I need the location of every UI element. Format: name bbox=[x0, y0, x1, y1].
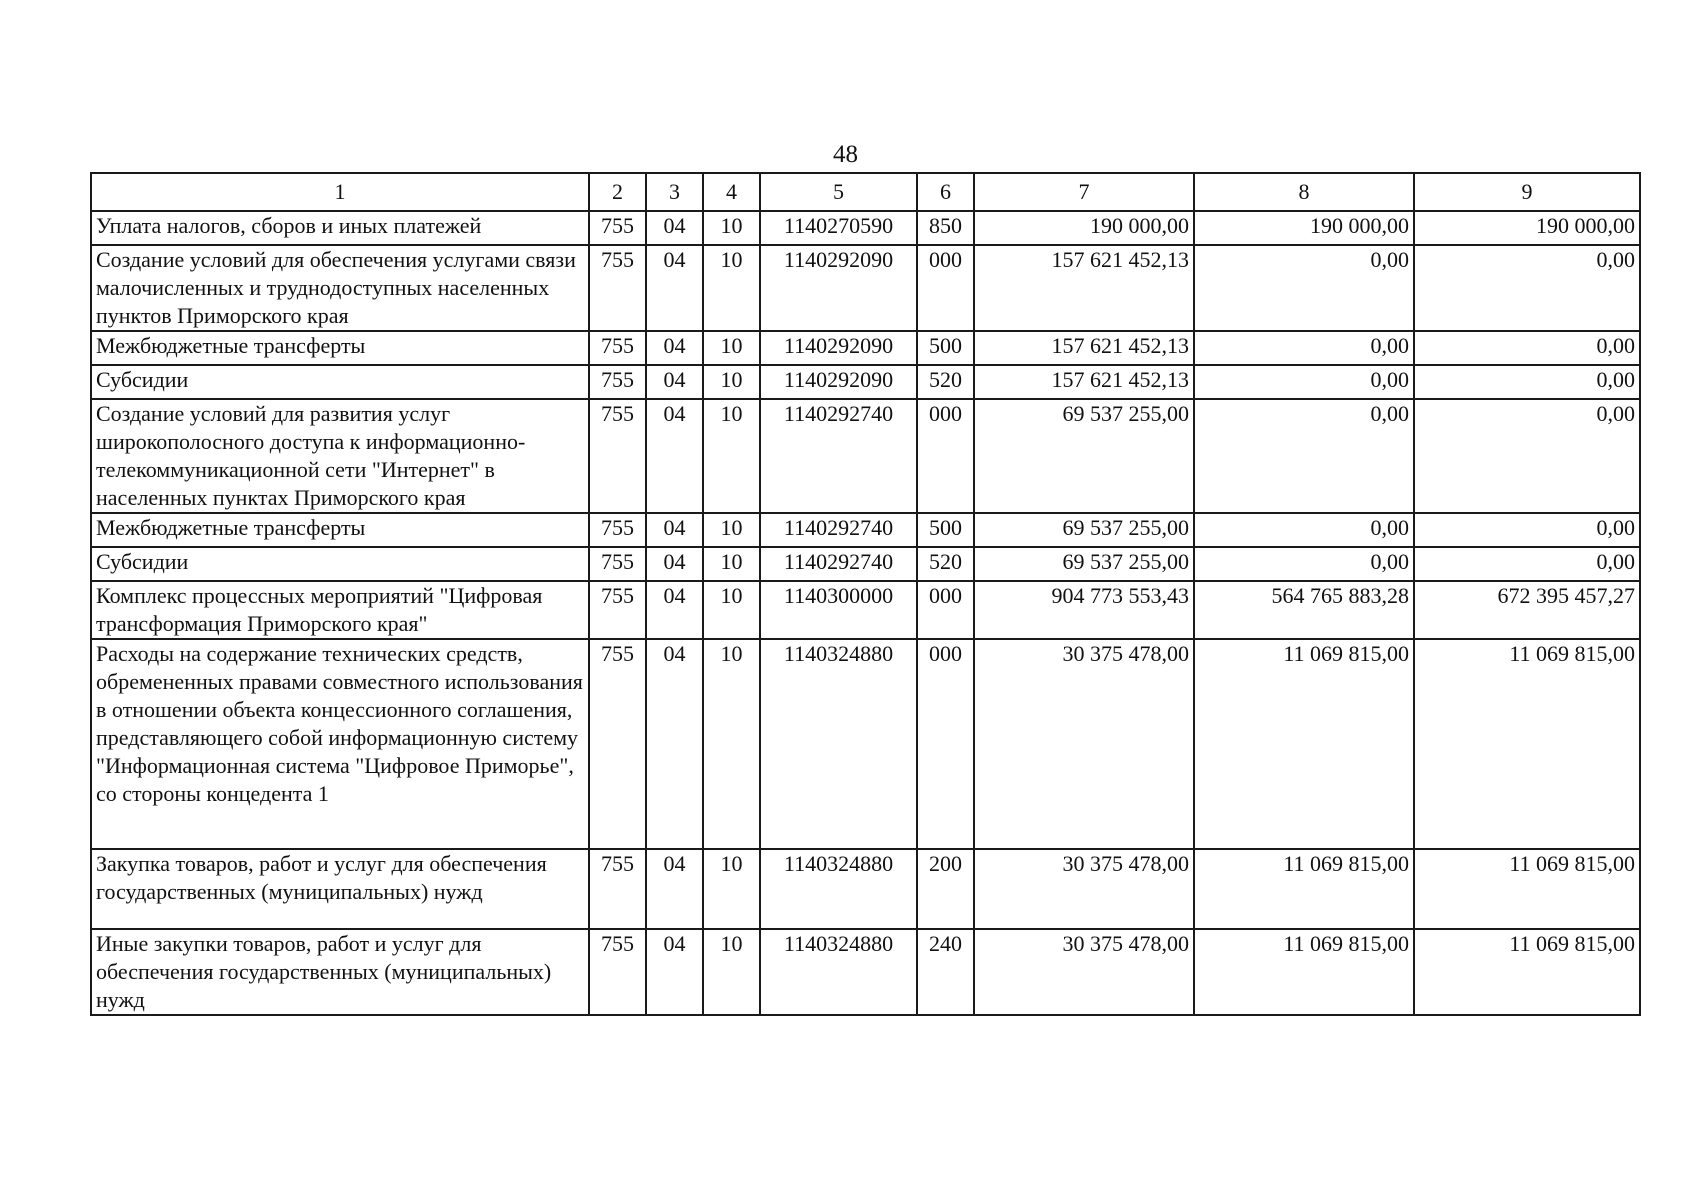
amount-col8-cell: 0,00 bbox=[1194, 513, 1414, 547]
section-code-cell: 04 bbox=[646, 399, 703, 513]
expense-type-cell: 000 bbox=[917, 581, 974, 639]
table-row bbox=[91, 513, 1640, 547]
table-row bbox=[91, 211, 1640, 245]
ministry-code-cell: 755 bbox=[589, 547, 646, 581]
amount-col7-cell: 69 537 255,00 bbox=[974, 513, 1194, 547]
amount-col9-cell: 0,00 bbox=[1414, 399, 1640, 513]
article-code-cell: 1140324880 bbox=[760, 639, 917, 849]
subsection-code-cell: 10 bbox=[703, 365, 760, 399]
table-row bbox=[91, 849, 1640, 929]
table-row bbox=[91, 331, 1640, 365]
article-code-cell: 1140324880 bbox=[760, 929, 917, 1015]
section-code-cell: 04 bbox=[646, 365, 703, 399]
amount-col9-cell: 0,00 bbox=[1414, 331, 1640, 365]
header-cell: 7 bbox=[974, 173, 1194, 211]
page-number: 48 bbox=[833, 141, 858, 168]
article-code-cell: 1140292740 bbox=[760, 547, 917, 581]
budget-table bbox=[90, 172, 1641, 1016]
expense-type-cell: 200 bbox=[917, 849, 974, 929]
amount-col7-cell: 30 375 478,00 bbox=[974, 639, 1194, 849]
amount-col9-cell: 0,00 bbox=[1414, 245, 1640, 331]
article-code-cell: 1140292740 bbox=[760, 513, 917, 547]
article-code-cell: 1140300000 bbox=[760, 581, 917, 639]
header-cell: 4 bbox=[703, 173, 760, 211]
amount-col8-cell: 564 765 883,28 bbox=[1194, 581, 1414, 639]
header-row bbox=[91, 173, 1640, 211]
amount-col8-cell: 11 069 815,00 bbox=[1194, 639, 1414, 849]
amount-col7-cell: 30 375 478,00 bbox=[974, 929, 1194, 1015]
amount-col7-cell: 69 537 255,00 bbox=[974, 399, 1194, 513]
subsection-code-cell: 10 bbox=[703, 513, 760, 547]
amount-col9-cell: 11 069 815,00 bbox=[1414, 929, 1640, 1015]
table-row bbox=[91, 581, 1640, 639]
amount-col9-cell: 0,00 bbox=[1414, 513, 1640, 547]
ministry-code-cell: 755 bbox=[589, 331, 646, 365]
amount-col7-cell: 157 621 452,13 bbox=[974, 331, 1194, 365]
ministry-code-cell: 755 bbox=[589, 399, 646, 513]
subsection-code-cell: 10 bbox=[703, 399, 760, 513]
section-code-cell: 04 bbox=[646, 513, 703, 547]
table-row bbox=[91, 639, 1640, 849]
amount-col7-cell: 190 000,00 bbox=[974, 211, 1194, 245]
header-cell: 2 bbox=[589, 173, 646, 211]
header-cell: 1 bbox=[91, 173, 589, 211]
expense-type-cell: 500 bbox=[917, 331, 974, 365]
subsection-code-cell: 10 bbox=[703, 639, 760, 849]
ministry-code-cell: 755 bbox=[589, 929, 646, 1015]
expense-type-cell: 000 bbox=[917, 639, 974, 849]
section-code-cell: 04 bbox=[646, 547, 703, 581]
amount-col7-cell: 30 375 478,00 bbox=[974, 849, 1194, 929]
article-code-cell: 1140292090 bbox=[760, 365, 917, 399]
table-row bbox=[91, 365, 1640, 399]
row-name-cell: Межбюджетные трансферты bbox=[91, 331, 589, 365]
expense-type-cell: 000 bbox=[917, 399, 974, 513]
expense-type-cell: 500 bbox=[917, 513, 974, 547]
amount-col9-cell: 11 069 815,00 bbox=[1414, 639, 1640, 849]
ministry-code-cell: 755 bbox=[589, 513, 646, 547]
ministry-code-cell: 755 bbox=[589, 211, 646, 245]
amount-col8-cell: 0,00 bbox=[1194, 331, 1414, 365]
amount-col7-cell: 904 773 553,43 bbox=[974, 581, 1194, 639]
amount-col7-cell: 69 537 255,00 bbox=[974, 547, 1194, 581]
ministry-code-cell: 755 bbox=[589, 245, 646, 331]
subsection-code-cell: 10 bbox=[703, 849, 760, 929]
row-name-cell: Субсидии bbox=[91, 365, 589, 399]
subsection-code-cell: 10 bbox=[703, 245, 760, 331]
section-code-cell: 04 bbox=[646, 211, 703, 245]
table-row bbox=[91, 929, 1640, 1015]
amount-col8-cell: 0,00 bbox=[1194, 245, 1414, 331]
header-cell: 9 bbox=[1414, 173, 1640, 211]
expense-type-cell: 520 bbox=[917, 547, 974, 581]
table-row bbox=[91, 245, 1640, 331]
row-name-cell: Иные закупки товаров, работ и услуг для обеспечения государственных (муниципальных) нужд bbox=[91, 929, 589, 1015]
amount-col8-cell: 11 069 815,00 bbox=[1194, 849, 1414, 929]
amount-col7-cell: 157 621 452,13 bbox=[974, 245, 1194, 331]
article-code-cell: 1140270590 bbox=[760, 211, 917, 245]
article-code-cell: 1140292740 bbox=[760, 399, 917, 513]
row-name-cell: Уплата налогов, сборов и иных платежей bbox=[91, 211, 589, 245]
subsection-code-cell: 10 bbox=[703, 929, 760, 1015]
amount-col9-cell: 190 000,00 bbox=[1414, 211, 1640, 245]
expense-type-cell: 520 bbox=[917, 365, 974, 399]
subsection-code-cell: 10 bbox=[703, 331, 760, 365]
amount-col8-cell: 190 000,00 bbox=[1194, 211, 1414, 245]
amount-col9-cell: 672 395 457,27 bbox=[1414, 581, 1640, 639]
expense-type-cell: 850 bbox=[917, 211, 974, 245]
amount-col8-cell: 0,00 bbox=[1194, 399, 1414, 513]
amount-col7-cell: 157 621 452,13 bbox=[974, 365, 1194, 399]
amount-col8-cell: 11 069 815,00 bbox=[1194, 929, 1414, 1015]
section-code-cell: 04 bbox=[646, 929, 703, 1015]
article-code-cell: 1140292090 bbox=[760, 245, 917, 331]
section-code-cell: 04 bbox=[646, 849, 703, 929]
expense-type-cell: 000 bbox=[917, 245, 974, 331]
subsection-code-cell: 10 bbox=[703, 211, 760, 245]
amount-col9-cell: 0,00 bbox=[1414, 547, 1640, 581]
header-cell: 6 bbox=[917, 173, 974, 211]
section-code-cell: 04 bbox=[646, 245, 703, 331]
row-name-cell: Комплекс процессных мероприятий "Цифровая трансформация Приморского края" bbox=[91, 581, 589, 639]
row-name-cell: Создание условий для развития услуг широкополосного доступа к информационно-телекоммуникационной сети "Интернет" в населенных пунктах Приморского края bbox=[91, 399, 589, 513]
section-code-cell: 04 bbox=[646, 639, 703, 849]
subsection-code-cell: 10 bbox=[703, 581, 760, 639]
ministry-code-cell: 755 bbox=[589, 581, 646, 639]
subsection-code-cell: 10 bbox=[703, 547, 760, 581]
section-code-cell: 04 bbox=[646, 581, 703, 639]
amount-col8-cell: 0,00 bbox=[1194, 365, 1414, 399]
table-body bbox=[91, 211, 1640, 1015]
amount-col9-cell: 0,00 bbox=[1414, 365, 1640, 399]
row-name-cell: Субсидии bbox=[91, 547, 589, 581]
ministry-code-cell: 755 bbox=[589, 639, 646, 849]
table-row bbox=[91, 547, 1640, 581]
expense-type-cell: 240 bbox=[917, 929, 974, 1015]
article-code-cell: 1140292090 bbox=[760, 331, 917, 365]
header-cell: 3 bbox=[646, 173, 703, 211]
row-name-cell: Межбюджетные трансферты bbox=[91, 513, 589, 547]
row-name-cell: Расходы на содержание технических средств, обремененных правами совместного использования в отношении объекта концессионного соглашения, представляющего собой информационную систему "Информационная система "Цифровое Приморье", со стороны концедента 1 bbox=[91, 639, 589, 849]
ministry-code-cell: 755 bbox=[589, 365, 646, 399]
header-cell: 5 bbox=[760, 173, 917, 211]
table-row bbox=[91, 399, 1640, 513]
section-code-cell: 04 bbox=[646, 331, 703, 365]
amount-col9-cell: 11 069 815,00 bbox=[1414, 849, 1640, 929]
ministry-code-cell: 755 bbox=[589, 849, 646, 929]
row-name-cell: Закупка товаров, работ и услуг для обеспечения государственных (муниципальных) нужд bbox=[91, 849, 589, 929]
amount-col8-cell: 0,00 bbox=[1194, 547, 1414, 581]
row-name-cell: Создание условий для обеспечения услугами связи малочисленных и труднодоступных населенных пунктов Приморского края bbox=[91, 245, 589, 331]
article-code-cell: 1140324880 bbox=[760, 849, 917, 929]
header-cell: 8 bbox=[1194, 173, 1414, 211]
